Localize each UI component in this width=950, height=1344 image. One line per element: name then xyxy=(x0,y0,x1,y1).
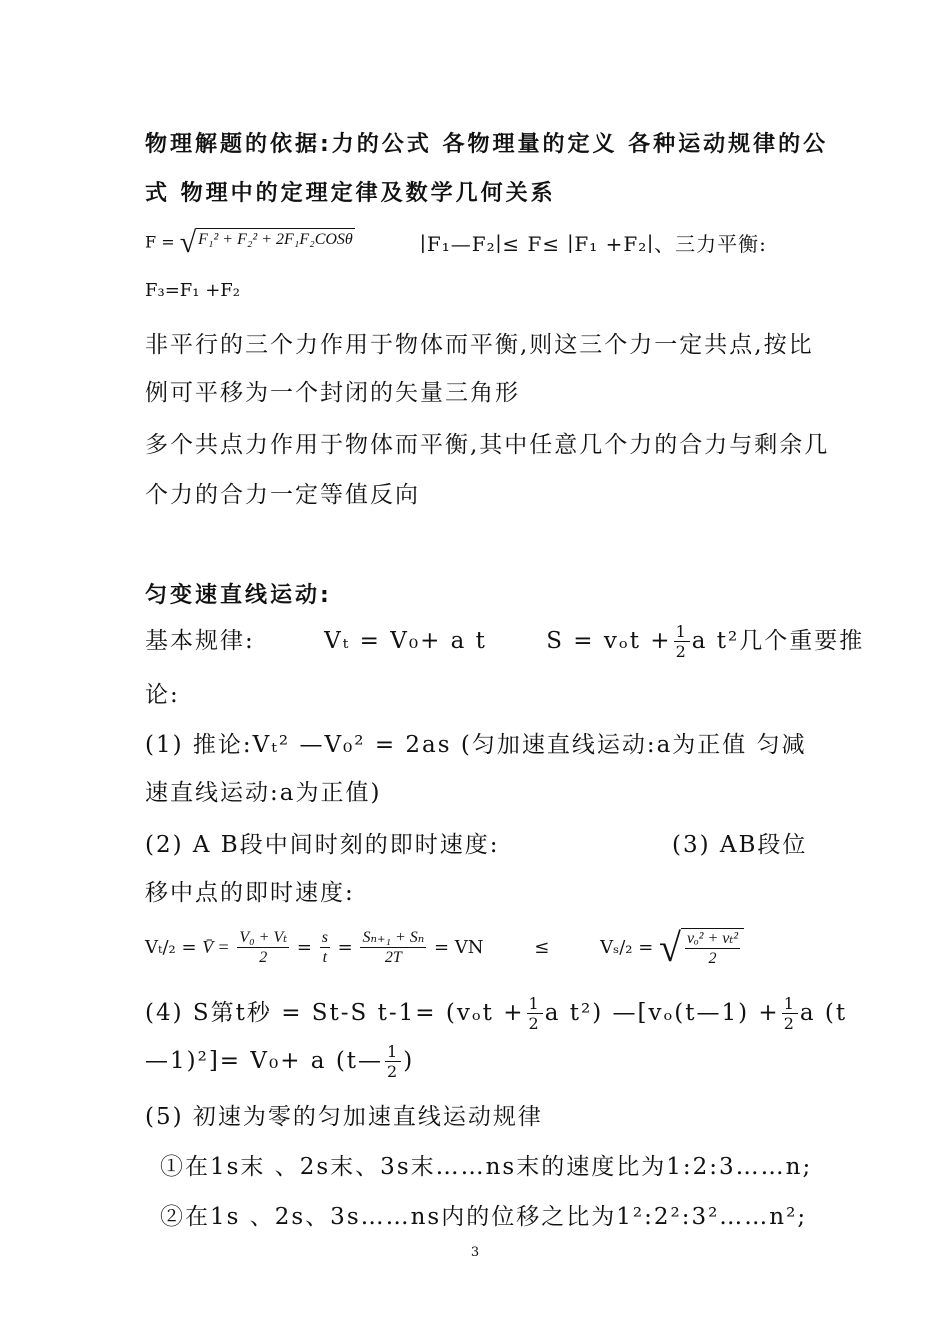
section-title: 匀变速直线运动: xyxy=(145,583,332,608)
item2-text: (2) A B段中间时刻的即时速度: xyxy=(145,832,500,858)
vs2-label: Vₛ/₂ = xyxy=(600,937,654,958)
basic-law-s-prefix: S = vₒt + xyxy=(546,628,672,654)
page-number: 3 xyxy=(470,1245,480,1260)
force-sqrt: √ F₁² + F₂² + 2F₁F₂COSθ xyxy=(179,226,353,259)
basic-law-s-suffix: a t²几个重要推 xyxy=(691,628,865,654)
para2-line-1: 多个共点力作用于物体而平衡,其中任意几个力的合力与剩余几 xyxy=(145,432,830,458)
half-fraction: $\frac{1}{2}$ xyxy=(528,994,541,1033)
para1-line-2: 例可平移为一个封闭的矢量三角形 xyxy=(145,380,520,406)
basic-law-end: 论: xyxy=(145,682,180,708)
half-fraction: $\frac{1}{2}$ xyxy=(387,1042,400,1081)
item5-sub-1: ①在1s末 、2s末、3s末……ns末的速度比为1:2:3……n; xyxy=(160,1154,813,1180)
basic-law-line xyxy=(145,622,864,660)
force-balance: F₃=F₁ +F₂ xyxy=(145,280,241,301)
vt2-label: Vₜ/₂ = xyxy=(145,937,197,958)
vs2-sqrt: √ $\frac{\text{vₒ² + vₜ²}}{2}$ xyxy=(659,928,744,968)
item5-text: (5) 初速为零的匀加速直线运动规律 xyxy=(145,1104,543,1130)
half-fraction: $\frac{1}{2}$ xyxy=(783,994,796,1033)
para1-line-1: 非平行的三个力作用于物体而平衡,则这三个力一定共点,按比 xyxy=(145,332,814,358)
title-line-1: 物理解题的依据:力的公式 各物理量的定义 各种运动规律的公 xyxy=(145,132,829,157)
frac-v: $\frac{\text{V₀ + Vₜ}}{2}$ xyxy=(239,929,288,966)
le-symbol: ≤ xyxy=(534,937,550,958)
item3-text: (3) AB段位 xyxy=(672,832,808,858)
title-line-2: 式 物理中的定理定律及数学几何关系 xyxy=(145,181,556,206)
item1-line-1: (1) 推论:Vₜ² —V₀² = 2as (匀加速直线运动:a为正值 匀减 xyxy=(145,732,807,758)
item4-line-1: (4) S第t秒 = St-S t-1= (vₒt + $\frac{1}{2}$ a t²) —[vₒ(t—1) + $\frac{1}{2}$ a (t xyxy=(145,994,848,1033)
frac-sn: $\frac{\text{Sₙ₊₁ + Sₙ}}{2T}$ xyxy=(362,929,425,966)
basic-law-label: 基本规律: xyxy=(145,628,255,654)
half-fraction: $\frac{1}{2}$ xyxy=(675,622,688,661)
force-range: ∣F₁—F₂∣≤ F≤ ∣F₁ +F₂∣、三力平衡: xyxy=(420,232,767,256)
force-prefix: F = xyxy=(145,232,175,252)
vbar: V̄ = xyxy=(202,937,230,957)
item3-line-2: 移中点的即时速度: xyxy=(145,880,355,906)
item1-line-2: 速直线运动:a为正值) xyxy=(145,780,382,806)
vn-text: = VN xyxy=(434,937,484,958)
force-formula-line xyxy=(145,228,355,258)
frac-s: $\frac{s}{t}$ xyxy=(321,929,328,966)
para2-line-2: 个力的合力一定等值反向 xyxy=(145,482,420,508)
velocity-formula-line: Vₜ/₂ = V̄ = $\frac{\text{V₀ + Vₜ}}{2}$ = $\frac{s}{t}$ = $\frac{\text{Sₙ₊₁ + Sₙ}}{2T}$ = VN ≤ Vₛ/₂ = √ $\frac{\text{vₒ² + vₜ²}}{2}$ xyxy=(145,928,744,968)
item5-sub-2: ②在1s 、2s、3s……ns内的位移之比为1²:2²:3²……n²; xyxy=(160,1204,808,1230)
item4-line-2: —1)²]= V₀+ a (t— $\frac{1}{2}$ ) xyxy=(145,1042,415,1081)
force-formula: F₁² + F₂² + 2F₁F₂COSθ xyxy=(196,228,355,258)
basic-law-v: Vₜ = V₀+ a t xyxy=(324,628,487,654)
